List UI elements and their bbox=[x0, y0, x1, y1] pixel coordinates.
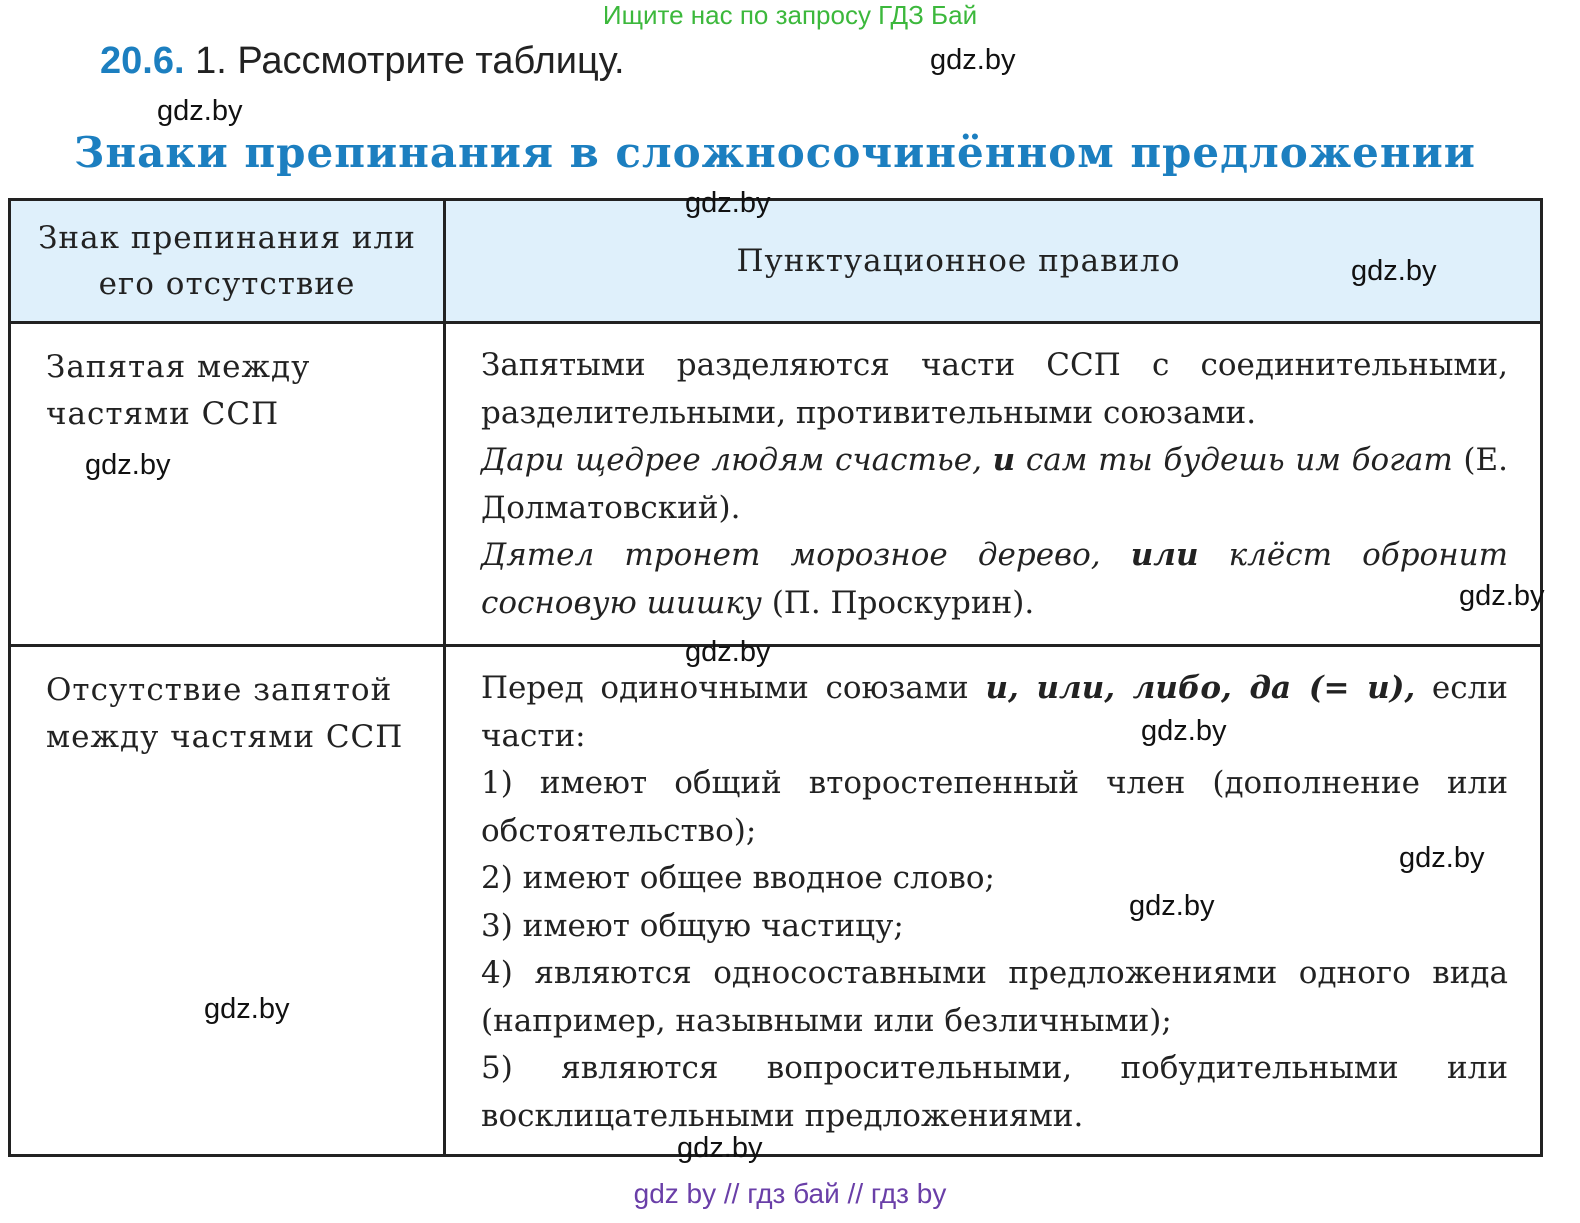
list-item: 2) имеют общее вводное слово; bbox=[481, 860, 995, 896]
conjunction: или bbox=[1130, 537, 1199, 573]
watermark: gdz.by bbox=[1351, 255, 1437, 287]
conjunction: и bbox=[992, 442, 1016, 478]
exercise-task: 1. Рассмотрите таблицу. bbox=[195, 40, 625, 82]
exercise-number: 20.6. bbox=[100, 40, 185, 82]
watermark: gdz.by bbox=[1129, 890, 1215, 922]
rule-text: Запятыми разделяются части ССП с соединительными, разделительными, противительными союзами. bbox=[481, 347, 1508, 431]
exercise-heading bbox=[100, 40, 625, 83]
watermark: gdz.by bbox=[1459, 580, 1545, 612]
table-title: Знаки препинания в сложносочинённом предложении bbox=[74, 128, 1476, 177]
watermark: gdz.by bbox=[685, 636, 771, 668]
conjunction-list: и, или, либо, да (= и), bbox=[985, 670, 1416, 706]
watermark: gdz.by bbox=[85, 449, 171, 481]
footer-links: gdz by // гдз бай // гдз by bbox=[633, 1178, 947, 1209]
rule-cell bbox=[445, 646, 1542, 1156]
mark-cell: Запятая между частями ССП bbox=[10, 323, 445, 646]
list-item: 5) являются вопросительными, побудительными или восклицательными предложениями. bbox=[481, 1050, 1508, 1134]
list-item: 3) имеют общую частицу; bbox=[481, 907, 904, 944]
table-row bbox=[10, 646, 1542, 1156]
watermark: gdz.by bbox=[930, 44, 1016, 76]
example-source: (Е. Долматовский). bbox=[481, 442, 1508, 526]
example-sentence: Дятел тронет морозное дерево, или клёст обронит сосновую шишку (П. Проскурин). bbox=[481, 537, 1508, 621]
example-source: (П. Проскурин). bbox=[761, 584, 1035, 621]
header-punctuation-mark: Знак препинания или его отсутствие bbox=[10, 200, 445, 323]
rule-cell bbox=[445, 323, 1545, 646]
header-punctuation-rule: Пунктуационное правило bbox=[445, 200, 1542, 323]
rule-text: Перед одиночными союзами и, или, либо, да (= и), если части: bbox=[481, 670, 1508, 754]
example-sentence: Дари щедрее людям счастье, и сам ты будешь им богат (Е. Долматовский). bbox=[481, 442, 1508, 526]
watermark: gdz.by bbox=[1141, 715, 1227, 747]
watermark: gdz.by bbox=[157, 95, 243, 127]
watermark: gdz.by bbox=[204, 993, 290, 1025]
list-item: 4) являются односоставными предложениями одного вида (например, назывными или безличными); bbox=[481, 955, 1508, 1039]
mark-cell: Отсутствие запятой между частями ССП bbox=[10, 646, 445, 1156]
list-item: 1) имеют общий второстепенный член (дополнение или обстоятельство); bbox=[481, 765, 1508, 849]
watermark: gdz.by bbox=[685, 187, 771, 219]
watermark: gdz.by bbox=[677, 1132, 763, 1164]
top-banner: Ищите нас по запросу ГДЗ Бай bbox=[602, 0, 978, 30]
watermark: gdz.by bbox=[1399, 842, 1485, 874]
table-header-row bbox=[10, 200, 1542, 323]
table-row bbox=[10, 323, 1542, 646]
